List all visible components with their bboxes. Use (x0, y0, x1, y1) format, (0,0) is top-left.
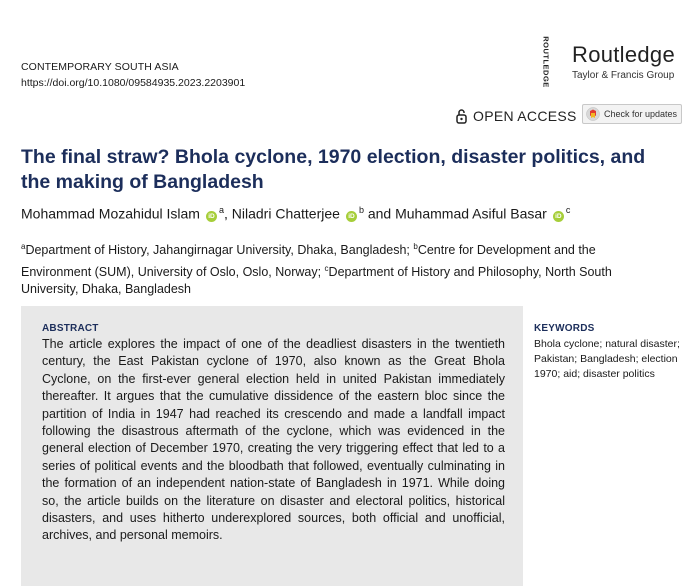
author-name[interactable]: Muhammad Asiful Basar (395, 205, 547, 222)
abstract-box (21, 306, 523, 586)
affiliation-text: Centre for Development and the Environment (SUM), University of Oslo, Oslo, Norway; (21, 243, 596, 279)
keywords-text: Bhola cyclone; natural disaster; Pakistan; Bangladesh; election 1970; aid; disaster politics (534, 338, 680, 380)
affiliations (21, 238, 661, 299)
doi-link[interactable]: https://doi.org/10.1080/09584935.2023.2203901 (21, 77, 246, 89)
routledge-side-mark (538, 36, 554, 88)
orcid-icon[interactable]: iD (553, 211, 564, 222)
orcid-icon[interactable]: iD (346, 211, 357, 222)
publisher-brand: Routledge (572, 42, 675, 67)
author-list (21, 205, 570, 222)
abstract-text: The article explores the impact of one of the deadliest disasters in the twentieth century, the East Pakistan cyclone of 1970, also known as the Great Bhola Cyclone, on the first-ever general election held in united Pakistan immediately thereafter. It argues that the cumulative dissidence of the eastern bloc since the partition of India in 1947 had reached its crescendo and made a landfall impact following the disastrous aftermath of the cyclone, which was evidenced in the general election of December 1970, creating the very triggering effect that led to a series of political events and the bloodbath that followed, eventually culminating in the formation of an independent nation-state of Bangladesh in 1971. While doing so, the article builds on the literature on disaster and electoral politics, historical disasters, and uses hitherto underexplored sources, both official and unofficial, archives, and personal memoirs. (42, 337, 505, 543)
affiliation-marker: c (324, 263, 329, 273)
affiliation-text: Department of History and Philosophy, North South University, Dhaka, Bangladesh (21, 264, 612, 297)
open-access-badge (456, 108, 577, 124)
author-name[interactable]: Mohammad Mozahidul Islam (21, 205, 200, 222)
journal-name: CONTEMPORARY SOUTH ASIA (21, 61, 179, 73)
author-name[interactable]: Niladri Chatterjee (231, 205, 340, 222)
author-separator: and (363, 205, 396, 222)
author-affiliation-marker: c (565, 205, 571, 215)
check-for-updates-button[interactable] (582, 104, 682, 124)
journal-header (21, 59, 245, 91)
publisher-logo (538, 36, 688, 88)
crossmark-icon (586, 107, 600, 121)
affiliation-marker: b (413, 242, 418, 251)
affiliation-text: Department of History, Jahangirnagar University, Dhaka, Bangladesh; (25, 243, 414, 258)
orcid-icon[interactable]: iD (206, 211, 217, 222)
check-for-updates-label: Check for updates (604, 109, 678, 119)
open-lock-icon (456, 109, 467, 124)
open-access-label: OPEN ACCESS (473, 108, 577, 124)
abstract-heading: ABSTRACT (42, 323, 99, 334)
routledge-side-text: ROUTLEDGE (541, 36, 551, 88)
author-separator: , (223, 205, 232, 222)
publisher-group: Taylor & Francis Group (572, 70, 675, 81)
article-title: The final straw? Bhola cyclone, 1970 election, disaster politics, and the making of Bangladesh (21, 146, 646, 193)
author-affiliation-marker: b (358, 205, 364, 215)
keywords-heading: KEYWORDS (534, 323, 595, 334)
affiliation-marker: a (21, 242, 26, 251)
author-affiliation-marker: a (218, 205, 224, 215)
